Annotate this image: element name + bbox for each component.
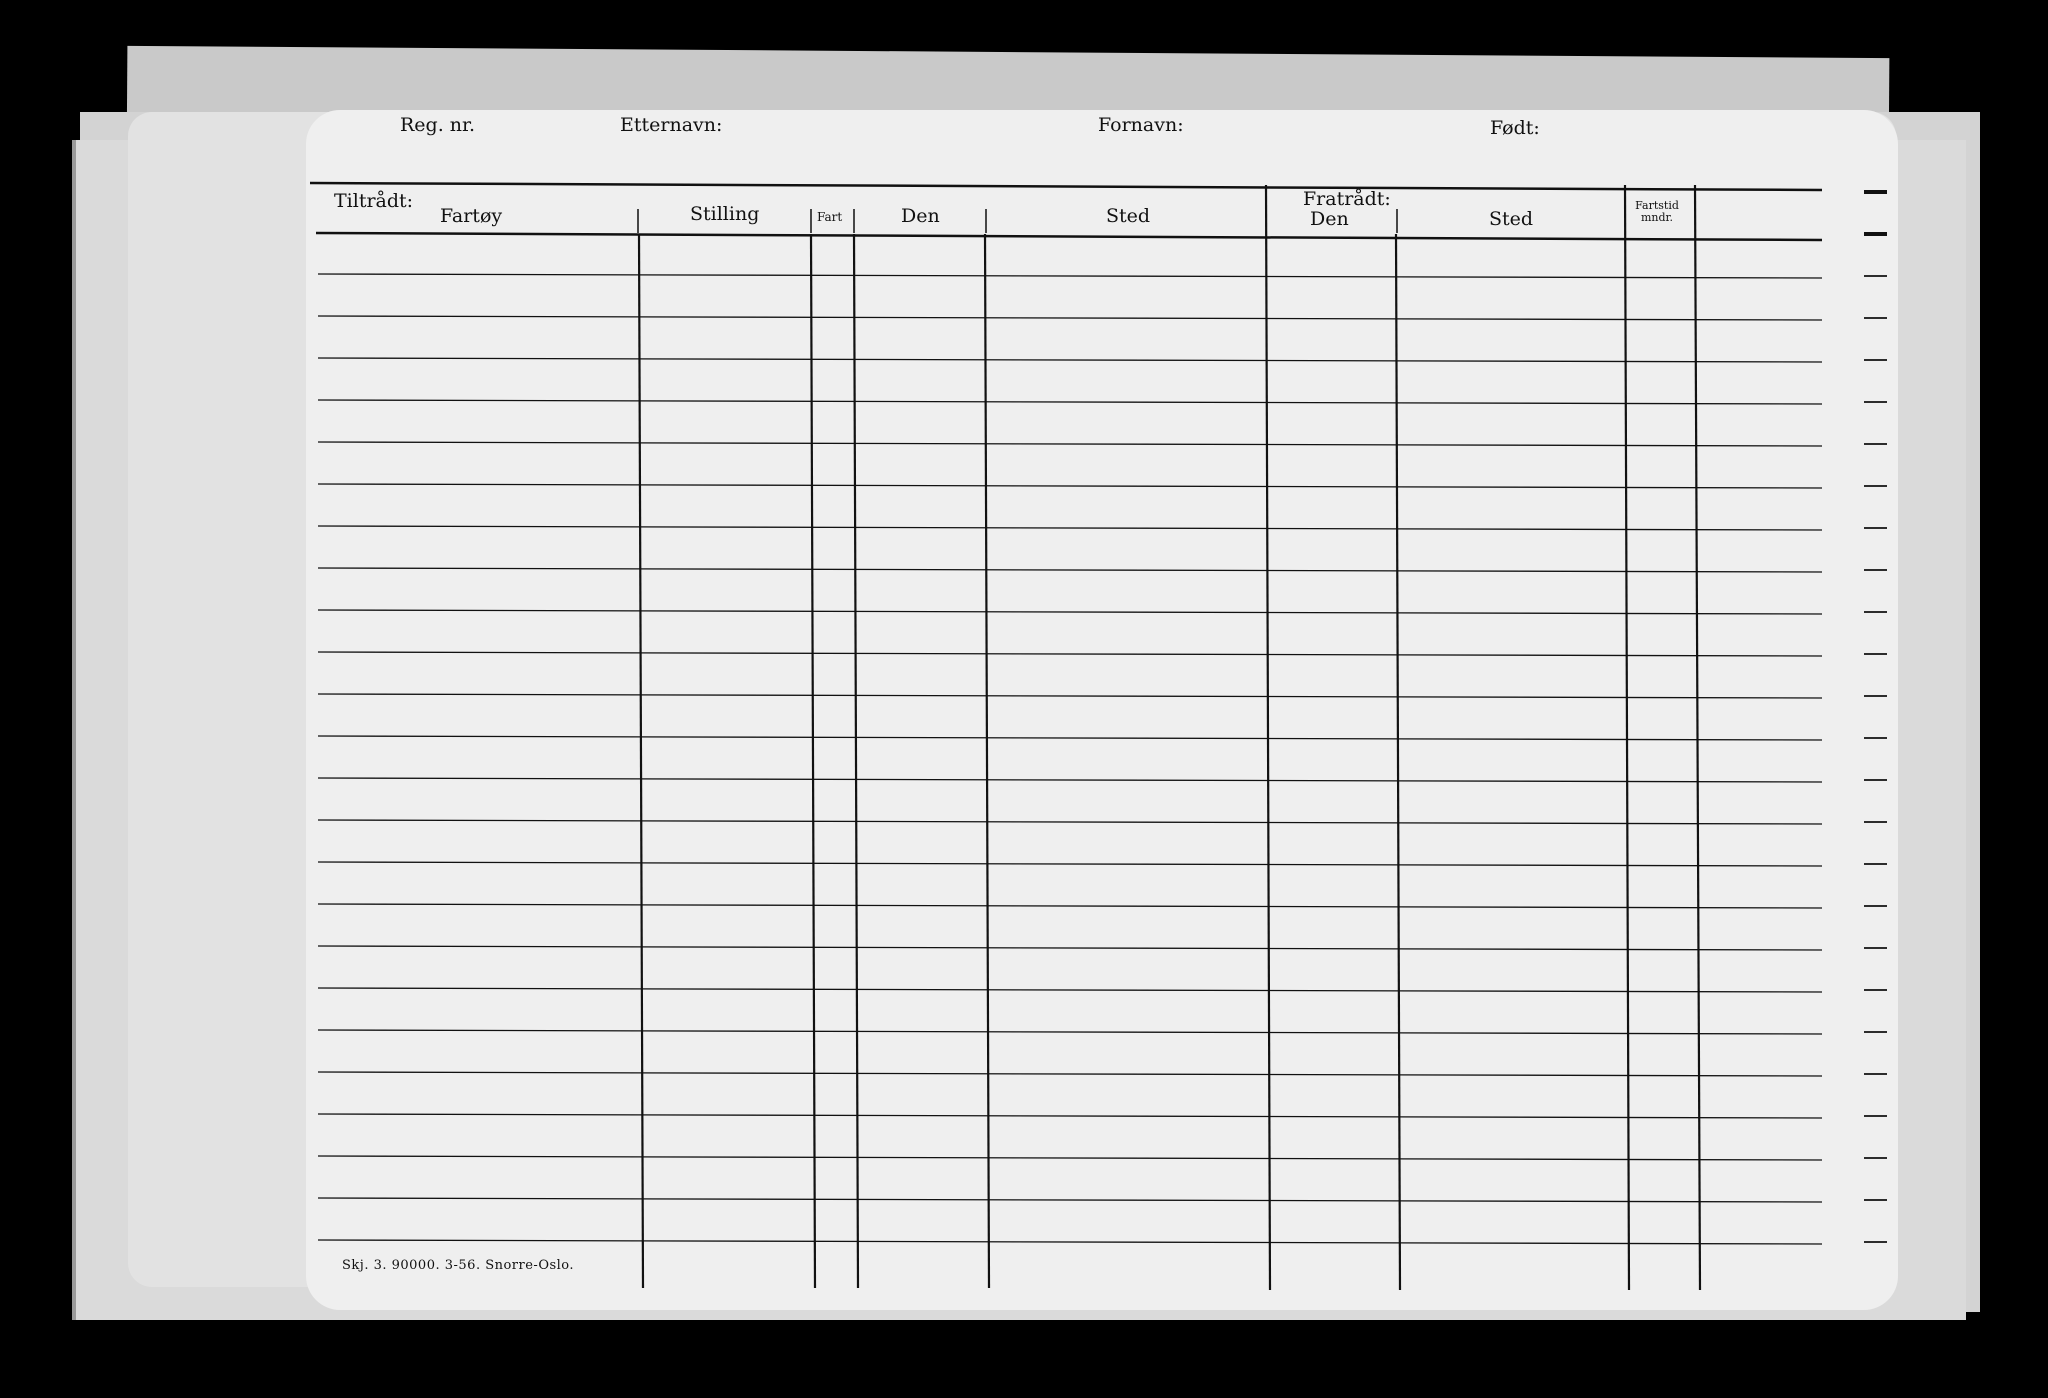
row-rule — [318, 988, 1822, 992]
fartstid-header-line2: mndr. — [1640, 211, 1674, 224]
row-rule — [318, 442, 1822, 446]
sted-header-2: Sted — [1489, 208, 1534, 230]
row-rule — [318, 862, 1822, 866]
row-rule — [318, 1030, 1822, 1034]
fartstid-header — [1628, 200, 1686, 224]
column-rule — [1695, 185, 1700, 1290]
row-rule — [318, 1114, 1822, 1118]
etternavn-label: Etternavn: — [620, 114, 723, 136]
row-rule — [318, 274, 1822, 278]
row-rule — [318, 400, 1822, 404]
row-rule — [318, 1156, 1822, 1160]
row-rule — [318, 1072, 1822, 1076]
column-rule — [1625, 185, 1629, 1290]
column-rule — [985, 234, 989, 1288]
column-rule — [811, 234, 815, 1288]
printer-imprint: Skj. 3. 90000. 3-56. Snorre-Oslo. — [342, 1258, 575, 1273]
row-rule — [318, 1240, 1822, 1244]
row-rule — [318, 484, 1822, 488]
fartstid-header-line1: Fartstid — [1635, 199, 1679, 212]
row-rule — [318, 1198, 1822, 1202]
row-rule — [318, 736, 1822, 740]
column-rule — [854, 234, 858, 1288]
row-rule — [318, 946, 1822, 950]
row-rule — [318, 904, 1822, 908]
fart-header: Fart — [817, 210, 843, 224]
fodt-label: Født: — [1490, 117, 1540, 139]
row-rule — [318, 820, 1822, 824]
column-rule — [1396, 234, 1400, 1290]
row-rule — [318, 358, 1822, 362]
row-rule — [318, 778, 1822, 782]
fartoy-header: Fartøy — [440, 205, 503, 227]
column-rule — [1266, 185, 1270, 1290]
den-header-1: Den — [901, 205, 940, 227]
row-rule — [318, 694, 1822, 698]
row-rule — [318, 526, 1822, 530]
row-rule — [318, 316, 1822, 320]
header-bottom-rule — [316, 233, 1822, 240]
tiltradt-label: Tiltrådt: — [334, 190, 414, 212]
stilling-header: Stilling — [690, 203, 760, 225]
sted-header-1: Sted — [1106, 205, 1151, 227]
den-header-2: Den — [1310, 208, 1349, 230]
row-rule — [318, 652, 1822, 656]
reg-nr-label: Reg. nr. — [400, 114, 476, 136]
column-rule — [639, 234, 643, 1288]
header-rule — [310, 183, 1822, 190]
row-rule — [318, 610, 1822, 614]
row-rule — [318, 568, 1822, 572]
fratradt-label: Fratrådt: — [1303, 188, 1391, 210]
fornavn-label: Fornavn: — [1098, 114, 1184, 136]
